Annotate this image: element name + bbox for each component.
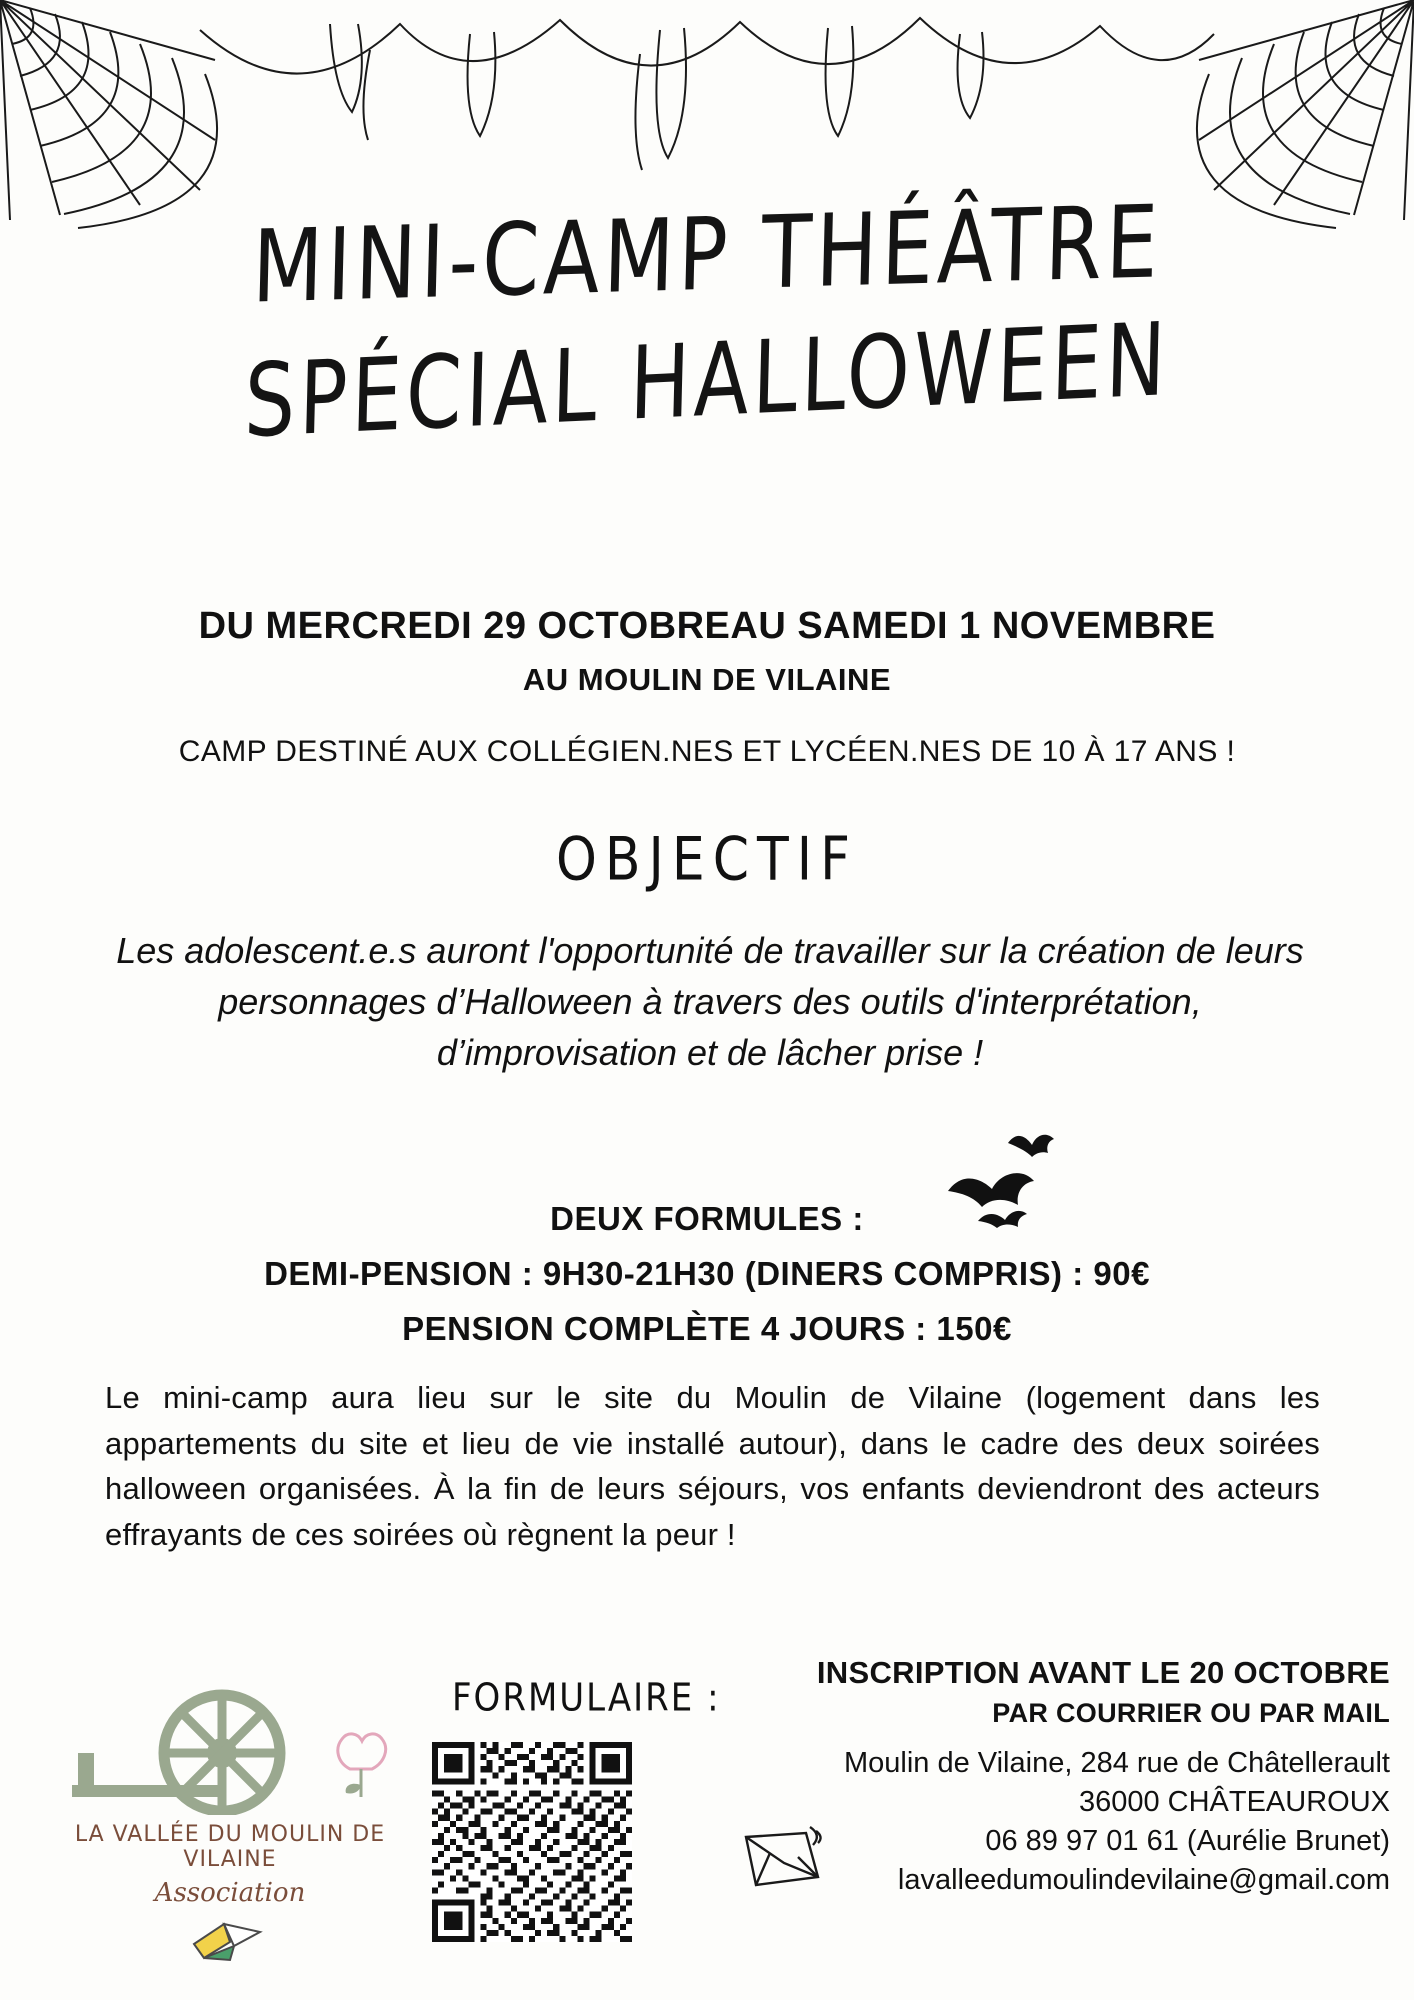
- body-paragraph: Le mini-camp aura lieu sur le site du Moulin de Vilaine (logement dans les appartements du site et lieu de vie installé autour), dans le cadre des deux soirées halloween organisées. À la fin de leurs séjours, vos enfants deviendront des acteurs effrayants de ces soirées où règnent la peur !: [105, 1380, 1320, 1552]
- audience-line: CAMP DESTINÉ AUX COLLÉGIEN.NES ET LYCÉEN.NES DE 10 À 17 ANS !: [178, 735, 1236, 768]
- phone-number: 06 89 97 01 61 (Aurélie Brunet): [985, 1825, 1390, 1857]
- inscription-deadline: INSCRIPTION AVANT LE 20 OCTOBRE: [816, 1655, 1390, 1690]
- objectif-text: Les adolescent.e.s auront l'opportunité de travailler sur la création de leurs personnages d’Halloween à travers des outils d'interprétation, d’improvisation et de lâcher prise !: [116, 930, 1304, 1074]
- association-word: Association: [154, 1878, 306, 1908]
- association-name: LA VALLÉE DU MOULIN DE VILAINE: [74, 1822, 386, 1872]
- dates-block: [0, 605, 1414, 698]
- association-logo: [40, 1685, 420, 1971]
- qr-code[interactable]: [432, 1742, 632, 1942]
- title-main: MINI-CAMP THÉÂTRE: [250, 184, 1164, 327]
- objectif-heading: OBJECTIF: [555, 825, 859, 895]
- address-line-1: Moulin de Vilaine, 284 rue de Châtellerault: [844, 1747, 1390, 1779]
- formules-heading: DEUX FORMULES :: [550, 1200, 864, 1237]
- poster-title-block: [0, 184, 1414, 461]
- title-sub: SPÉCIAL HALLOWEEN: [243, 300, 1171, 461]
- email-address[interactable]: lavalleedumoulindevilaine@gmail.com: [897, 1864, 1390, 1896]
- origami-bird-icon: [190, 1914, 270, 1966]
- inscription-method: PAR COURRIER OU PAR MAIL: [992, 1698, 1390, 1728]
- envelope-icon: [740, 1825, 826, 1891]
- dates-line-1: DU MERCREDI 29 OCTOBREAU SAMEDI 1 NOVEMBRE: [198, 605, 1216, 647]
- formule-option-1: DEMI-PENSION : 9H30-21H30 (DINERS COMPRIS) : 90€: [264, 1255, 1150, 1292]
- dates-line-2: AU MOULIN DE VILAINE: [522, 662, 892, 697]
- form-label: FORMULAIRE :: [452, 1675, 721, 1721]
- address-line-2: 36000 CHÂTEAUROUX: [1078, 1786, 1390, 1818]
- water-wheel-icon: [60, 1685, 400, 1815]
- formule-option-2: PENSION COMPLÈTE 4 JOURS : 150€: [402, 1310, 1012, 1347]
- formules-block: [0, 1200, 1414, 1348]
